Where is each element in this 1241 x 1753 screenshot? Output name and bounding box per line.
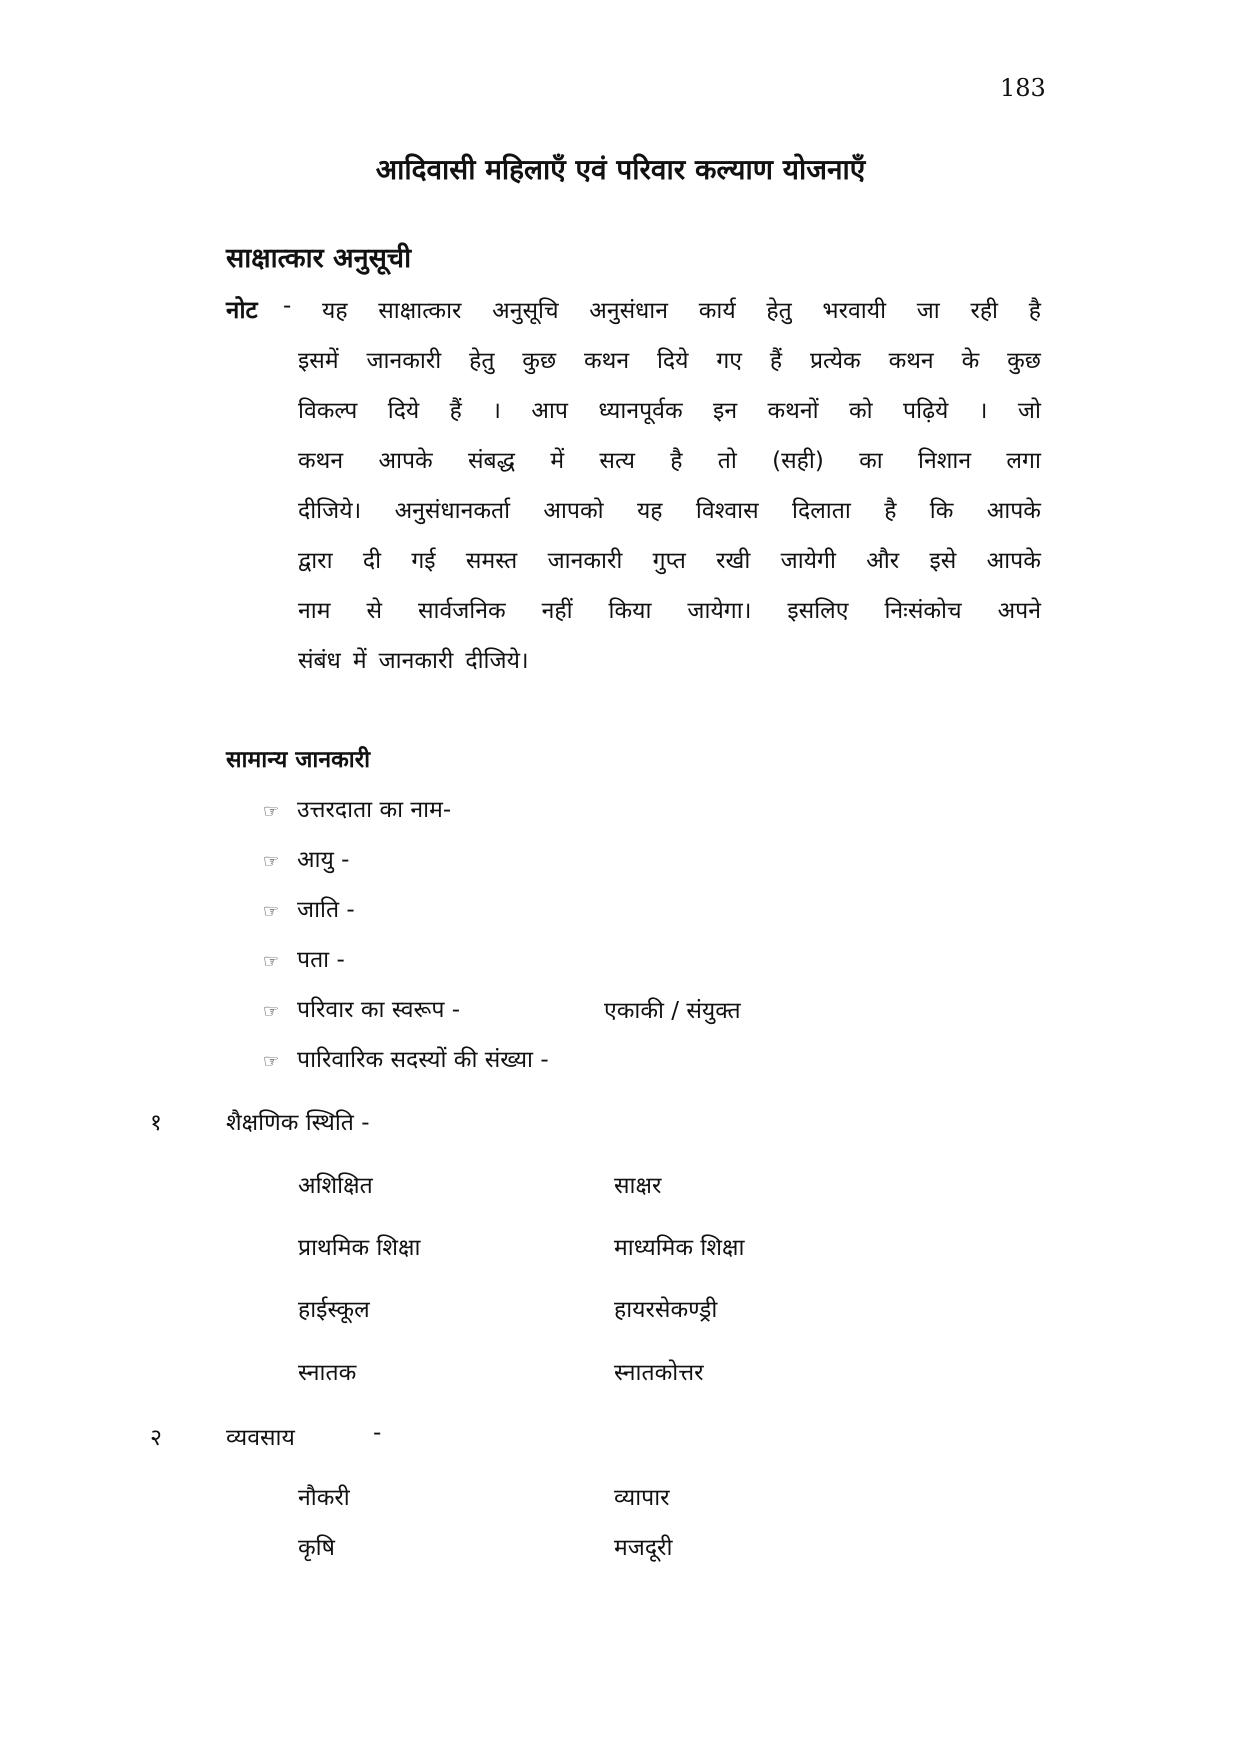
pointing-hand-icon: ☞: [263, 1001, 280, 1022]
general-info-item-label: उत्तरदाता का नाम-: [297, 797, 452, 823]
general-info-item: [263, 1042, 549, 1074]
question-number: १: [150, 1110, 162, 1136]
pointing-hand-icon: ☞: [263, 901, 280, 922]
document-title: आदिवासी महिलाएँ एवं परिवार कल्याण योजनाएँ: [375, 153, 866, 186]
answer-option: मजदूरी: [614, 1535, 673, 1561]
pointing-hand-icon: ☞: [263, 851, 280, 872]
general-info-item: [263, 842, 349, 874]
answer-option: अशिक्षित: [298, 1173, 373, 1199]
answer-option: साक्षर: [614, 1173, 662, 1199]
answer-option: स्नातकोत्तर: [614, 1360, 704, 1386]
general-info-item: [263, 792, 451, 824]
question-label: शैक्षणिक स्थिति -: [226, 1110, 370, 1136]
note-line: नाम से सार्वजनिक नहीं किया जायेगा। इसलिए निःसंकोच अपने: [298, 598, 1041, 624]
note-line: द्वारा दी गई समस्त जानकारी गुप्त रखी जायेगी और इसे आपके: [298, 548, 1041, 574]
general-info-item-label: पारिवारिक सदस्यों की संख्या -: [297, 1047, 549, 1073]
answer-option: माध्यमिक शिक्षा: [614, 1235, 745, 1261]
answer-option: नौकरी: [298, 1485, 350, 1511]
question-label: व्यवसाय: [226, 1425, 295, 1451]
general-info-item-label: परिवार का स्वरूप -: [297, 997, 461, 1023]
schedule-heading: साक्षात्कार अनुसूची: [226, 243, 412, 274]
pointing-hand-icon: ☞: [263, 951, 280, 972]
note-line: कथन आपके संबद्ध में सत्य है तो (सही) का निशान लगा: [298, 448, 1041, 474]
note-line: दीजिये। अनुसंधानकर्ता आपको यह विश्वास दिलाता है कि आपके: [298, 498, 1041, 524]
general-info-item-label: जाति -: [297, 897, 355, 923]
note-line: संबंध में जानकारी दीजिये।: [298, 648, 529, 674]
answer-option: हायरसेकण्ड्री: [614, 1297, 718, 1323]
page-number: 183: [1000, 74, 1046, 102]
question-number: २: [150, 1425, 162, 1451]
pointing-hand-icon: ☞: [263, 1051, 280, 1072]
answer-option: प्राथमिक शिक्षा: [298, 1235, 421, 1261]
answer-option: व्यापार: [614, 1485, 670, 1511]
answer-option: हाईस्कूल: [298, 1297, 370, 1323]
pointing-hand-icon: ☞: [263, 801, 280, 822]
general-info-item: [263, 892, 355, 924]
general-info-item: [263, 992, 460, 1024]
general-info-item: [263, 942, 345, 974]
general-info-item-label: आयु -: [297, 847, 350, 873]
general-info-item-label: पता -: [297, 947, 345, 973]
note-line: विकल्प दिये हैं । आप ध्यानपूर्वक इन कथनों को पढ़िये । जो: [298, 398, 1041, 424]
note-line: इसमें जानकारी हेतु कुछ कथन दिये गए हैं प्रत्येक कथन के कुछ: [298, 348, 1041, 374]
general-info-heading: सामान्य जानकारी: [226, 747, 371, 773]
note-label: नोट: [226, 296, 258, 324]
family-type-options: एकाकी / संयुक्त: [604, 998, 741, 1024]
question-dash: -: [373, 1420, 382, 1446]
answer-option: कृषि: [298, 1535, 335, 1561]
answer-option: स्नातक: [298, 1360, 357, 1386]
note-line: - यह साक्षात्कार अनुसूचि अनुसंधान कार्य हेतु भरवायी जा रही है: [283, 293, 1041, 324]
